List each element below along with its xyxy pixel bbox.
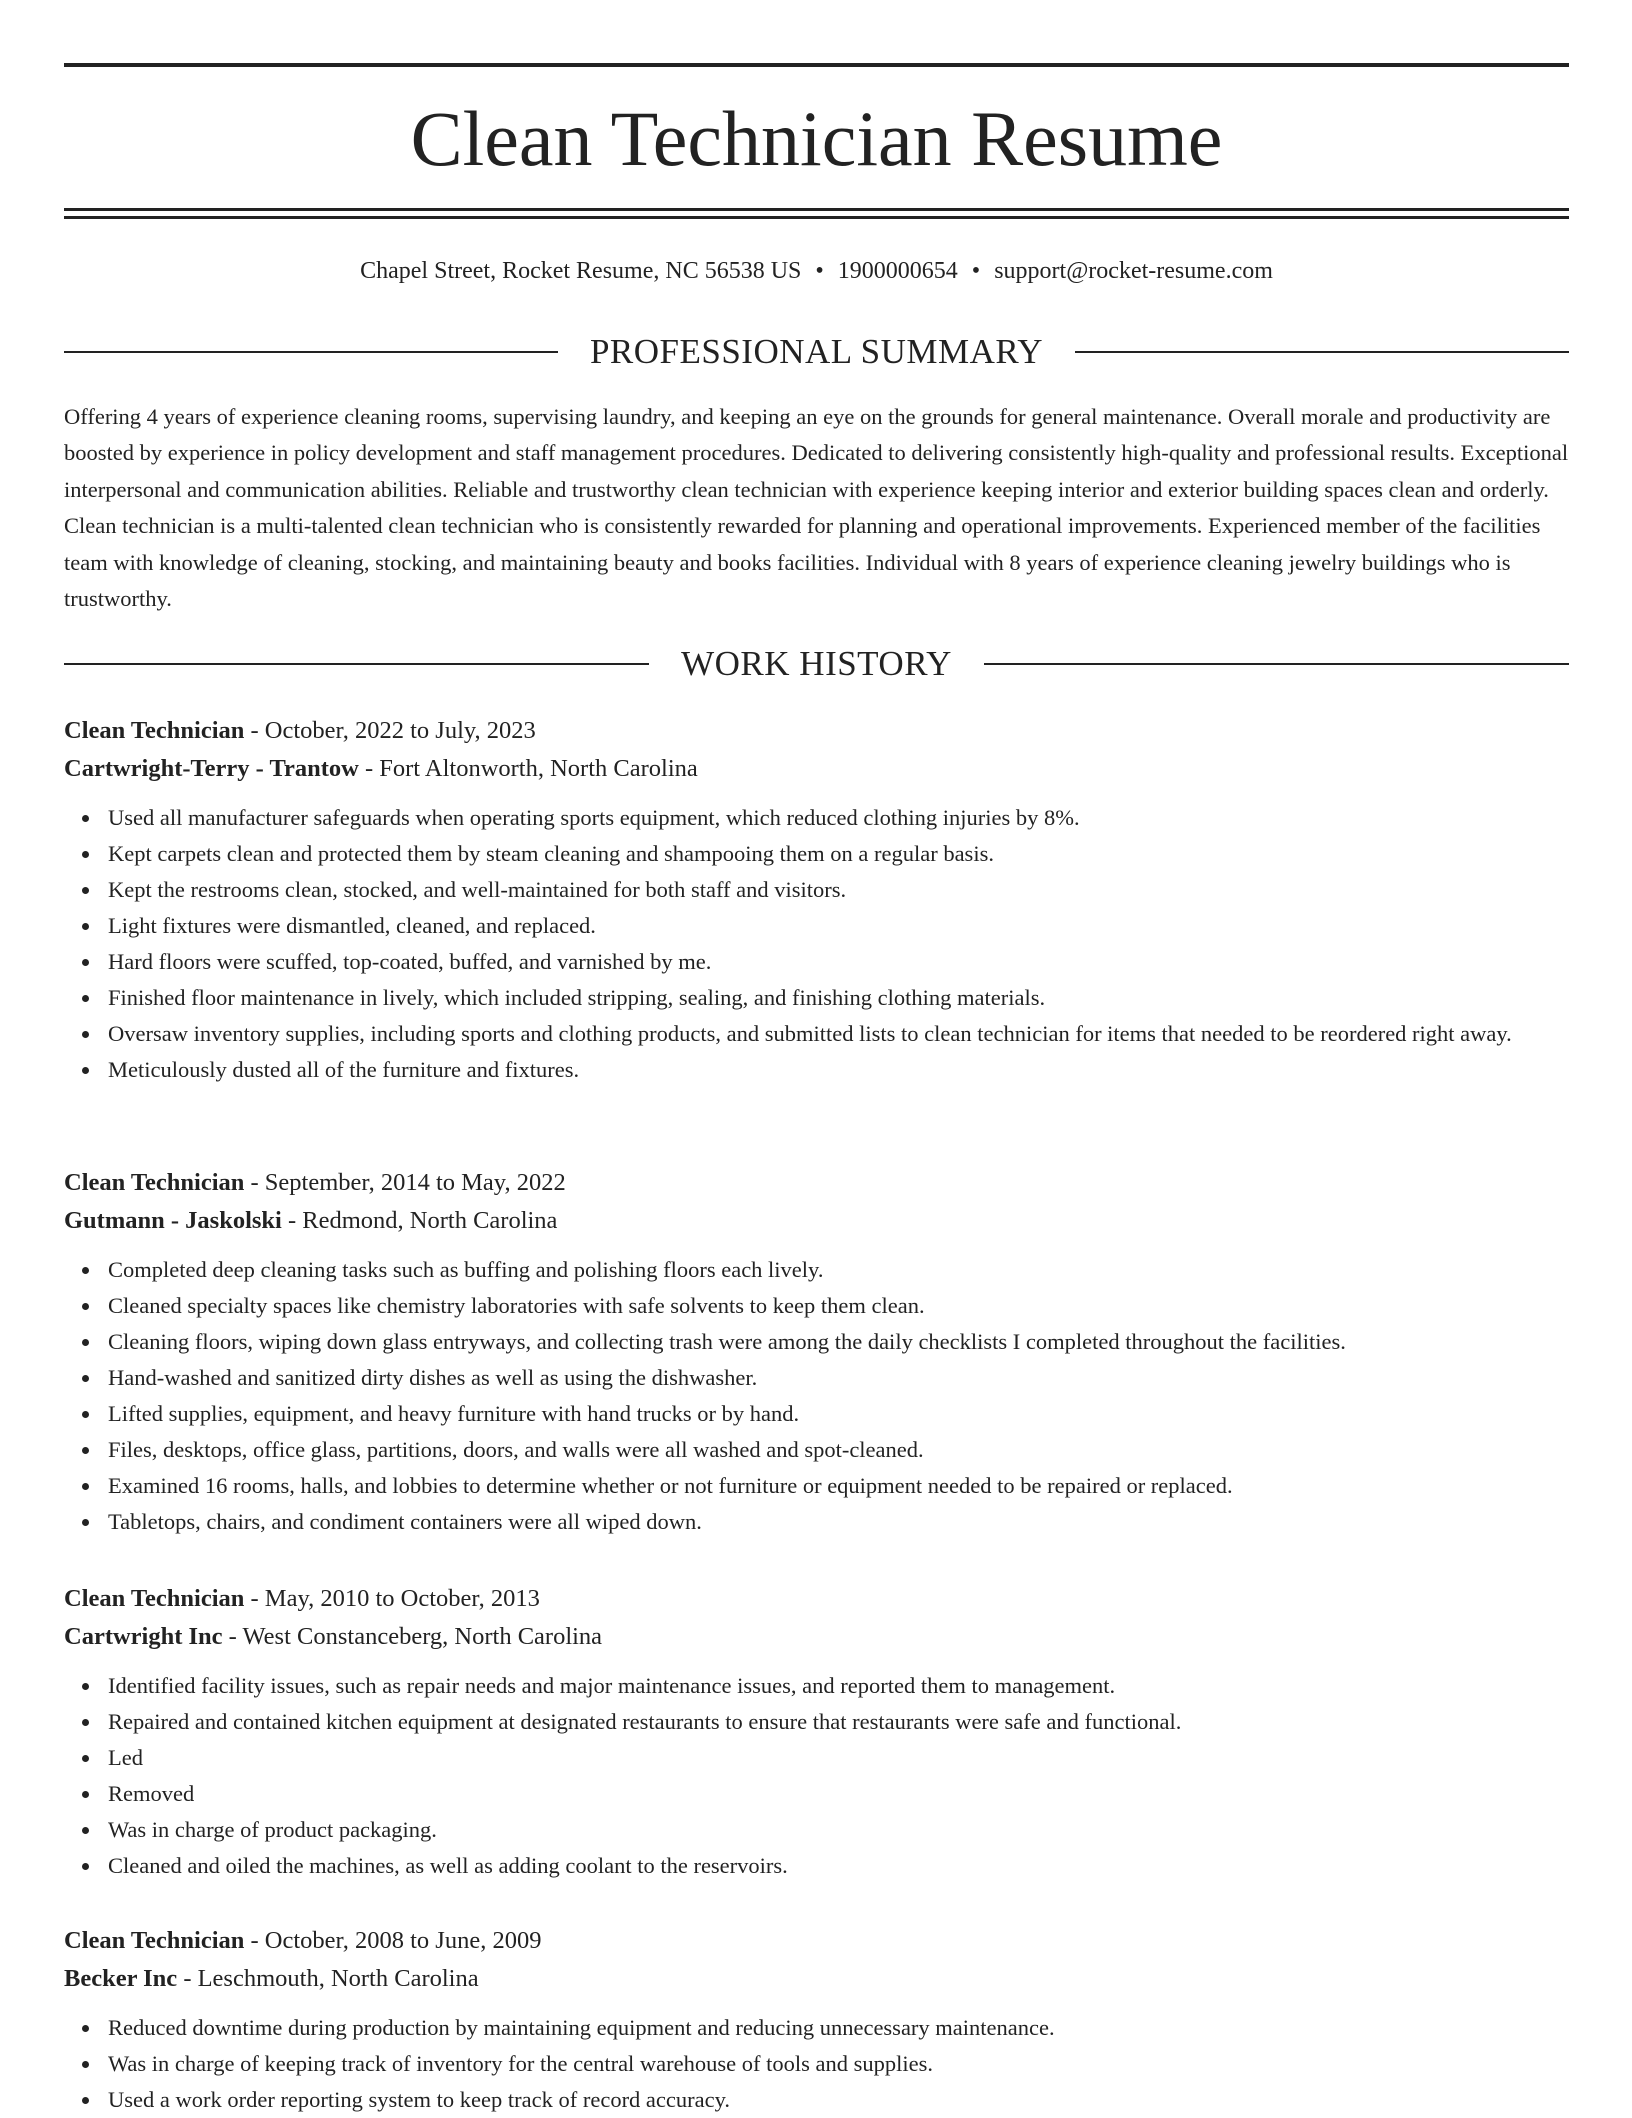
job-title-line	[64, 1164, 1569, 1202]
list-item: Identified facility issues, such as repair needs and major maintenance issues, and reported them to management.	[108, 1668, 1569, 1704]
job-entry	[64, 1164, 1569, 1540]
job-location: - Redmond, North Carolina	[281, 1207, 558, 1234]
list-item: Lifted supplies, equipment, and heavy furniture with hand trucks or by hand.	[108, 1396, 1569, 1432]
list-item: Examined 16 rooms, halls, and lobbies to determine whether or not furniture or equipment needed to be repaired or replaced.	[108, 1468, 1569, 1504]
contact-phone: 1900000654	[837, 258, 958, 284]
job-company: Cartwright Inc	[64, 1623, 223, 1650]
job-bullets	[64, 800, 1569, 1088]
list-item: Hand-washed and sanitized dirty dishes as well as using the dishwasher.	[108, 1360, 1569, 1396]
list-item: Kept carpets clean and protected them by steam cleaning and shampooing them on a regular basis.	[108, 836, 1569, 872]
title-rule-lower	[64, 216, 1569, 219]
heading-rule-left	[64, 663, 649, 665]
contact-line	[64, 254, 1569, 288]
job-company-line	[64, 1618, 1569, 1656]
job-dates: - October, 2008 to June, 2009	[244, 1927, 542, 1954]
list-item: Oversaw inventory supplies, including sports and clothing products, and submitted lists to clean technician for items that needed to be reordered right away.	[108, 1016, 1569, 1052]
job-company: Becker Inc	[64, 1965, 178, 1992]
list-item: Light fixtures were dismantled, cleaned, and replaced.	[108, 908, 1569, 944]
job-company-line	[64, 1960, 1569, 1998]
job-title-line	[64, 1580, 1569, 1618]
heading-rule-right	[984, 663, 1569, 665]
list-item: Meticulously dusted all of the furniture and fixtures.	[108, 1052, 1569, 1088]
list-item: Cleaning floors, wiping down glass entryways, and collecting trash were among the daily checklists I completed throughout the facilities.	[108, 1324, 1569, 1360]
heading-rule-left	[64, 351, 558, 353]
job-title: Clean Technician	[64, 717, 245, 744]
contact-separator: •	[971, 258, 981, 284]
job-dates: - October, 2022 to July, 2023	[244, 717, 536, 744]
summary-heading	[64, 330, 1569, 374]
summary-heading-label: PROFESSIONAL SUMMARY	[589, 332, 1044, 371]
job-title: Clean Technician	[64, 1585, 245, 1612]
job-entry	[64, 712, 1569, 1088]
job-entry	[64, 1580, 1569, 1884]
list-item: Was in charge of keeping track of inventory for the central warehouse of tools and supplies.	[108, 2046, 1569, 2082]
resume-title: Clean Technician Resume	[410, 95, 1223, 182]
list-item: Was in charge of product packaging.	[108, 1812, 1569, 1848]
job-location: - Leschmouth, North Carolina	[177, 1965, 479, 1992]
list-item: Cleaned specialty spaces like chemistry laboratories with safe solvents to keep them clean.	[108, 1288, 1569, 1324]
top-rule	[64, 63, 1569, 67]
list-item: Removed	[108, 1776, 1569, 1812]
work-history-heading-label: WORK HISTORY	[681, 644, 952, 683]
job-title-line	[64, 712, 1569, 750]
summary-text: Offering 4 years of experience cleaning rooms, supervising laundry, and keeping an eye on the grounds for general maintenance. Overall morale and productivity are boosted by experience in policy development and staff management procedures. Dedicated to delivering consistently high-quality and professional results. Exceptional interpersonal and communication abilities. Reliable and trustworthy clean technician with experience keeping interior and exterior building spaces clean and orderly. Clean technician is a multi-talented clean technician who is consistently rewarded for planning and operational improvements. Experienced member of the facilities team with knowledge of cleaning, stocking, and maintaining beauty and books facilities. Individual with 8 years of experience cleaning jewelry buildings who is trustworthy.	[64, 404, 1569, 612]
contact-address: Chapel Street, Rocket Resume, NC 56538 US	[360, 258, 802, 284]
job-title-line	[64, 1922, 1569, 1960]
work-history-heading	[64, 642, 1569, 686]
list-item: Led	[108, 1740, 1569, 1776]
list-item: Kept the restrooms clean, stocked, and well-maintained for both staff and visitors.	[108, 872, 1569, 908]
job-company-line	[64, 1202, 1569, 1240]
list-item: Repaired and contained kitchen equipment at designated restaurants to ensure that restaurants were safe and functional.	[108, 1704, 1569, 1740]
contact-email: support@rocket-resume.com	[994, 258, 1273, 284]
job-company: Gutmann - Jaskolski	[64, 1207, 282, 1234]
list-item: Used a work order reporting system to keep track of record accuracy.	[108, 2082, 1569, 2118]
list-item: Hard floors were scuffed, top-coated, buffed, and varnished by me.	[108, 944, 1569, 980]
job-title: Clean Technician	[64, 1169, 245, 1196]
job-title: Clean Technician	[64, 1927, 245, 1954]
job-dates: - May, 2010 to October, 2013	[244, 1585, 540, 1612]
heading-rule-right	[1075, 351, 1569, 353]
job-location: - Fort Altonworth, North Carolina	[358, 755, 698, 782]
job-location: - West Constanceberg, North Carolina	[222, 1623, 603, 1650]
list-item: Reduced downtime during production by maintaining equipment and reducing unnecessary maintenance.	[108, 2010, 1569, 2046]
title-rule-upper	[64, 208, 1569, 211]
list-item: Completed deep cleaning tasks such as buffing and polishing floors each lively.	[108, 1252, 1569, 1288]
list-item: Finished floor maintenance in lively, which included stripping, sealing, and finishing clothing materials.	[108, 980, 1569, 1016]
job-bullets	[64, 2010, 1569, 2118]
list-item: Cleaned and oiled the machines, as well as adding coolant to the reservoirs.	[108, 1848, 1569, 1884]
job-company: Cartwright-Terry - Trantow	[64, 755, 359, 782]
job-company-line	[64, 750, 1569, 788]
job-dates: - September, 2014 to May, 2022	[244, 1169, 566, 1196]
job-entry	[64, 1922, 1569, 2118]
list-item: Tabletops, chairs, and condiment containers were all wiped down.	[108, 1504, 1569, 1540]
job-bullets	[64, 1252, 1569, 1540]
list-item: Used all manufacturer safeguards when operating sports equipment, which reduced clothing injuries by 8%.	[108, 800, 1569, 836]
job-bullets	[64, 1668, 1569, 1884]
list-item: Files, desktops, office glass, partitions, doors, and walls were all washed and spot-cleaned.	[108, 1432, 1569, 1468]
contact-separator: •	[815, 258, 824, 284]
